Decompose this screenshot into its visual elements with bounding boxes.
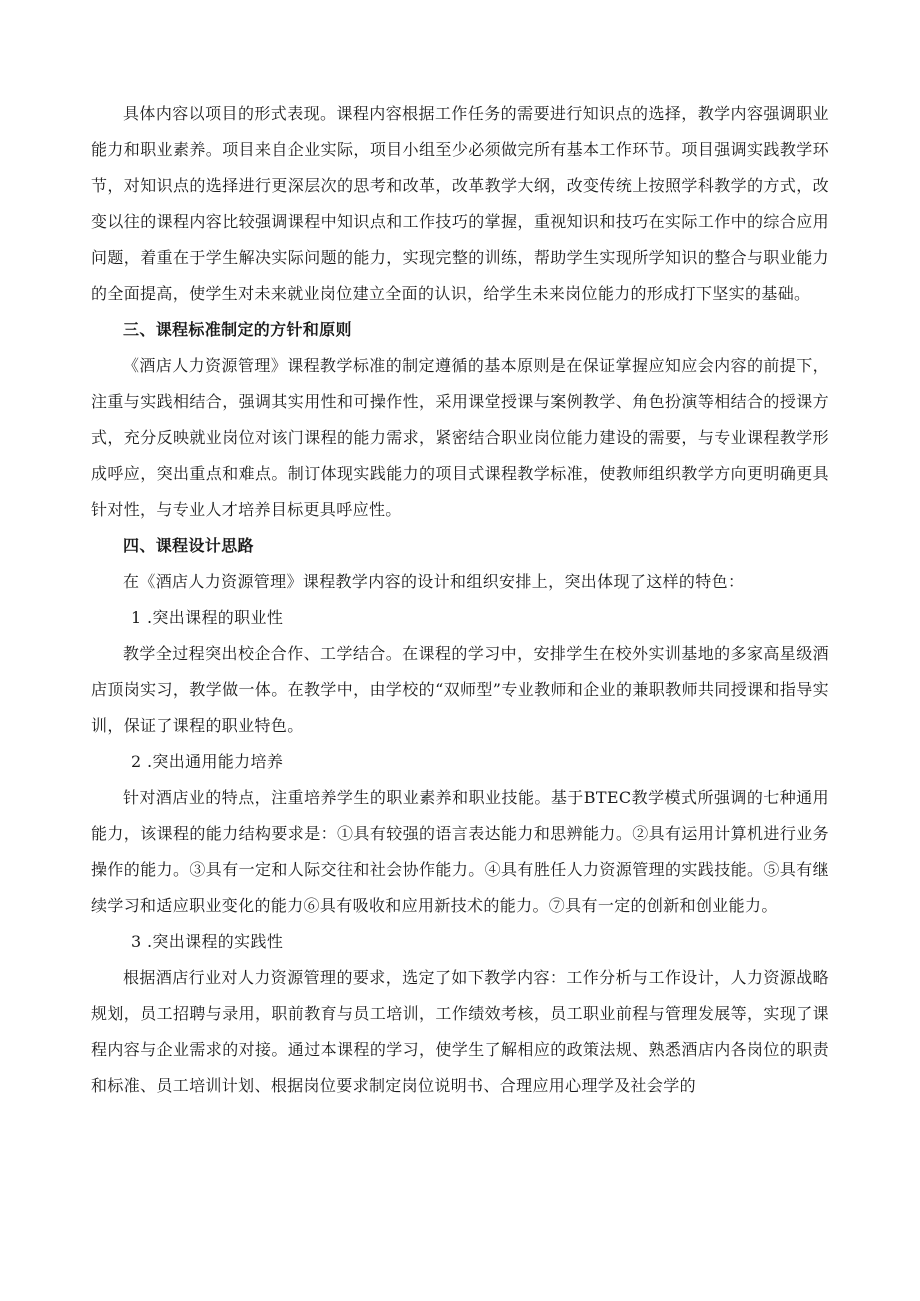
paragraph-practicality: 根据酒店行业对人力资源管理的要求，选定了如下教学内容：工作分析与工作设计，人力资源战略规划，员工招聘与录用，职前教育与员工培训，工作绩效考核，员工职业前程与管理发展等，实现了课程内容与企业需求的对接。通过本课程的学习，使学生了解相应的政策法规、熟悉酒店内各岗位的职责和标准、员工培训计划、根据岗位要求制定岗位说明书、合理应用心理学及社会学的 bbox=[91, 968, 829, 1095]
subheading-vocational: 1 .突出课程的职业性 bbox=[131, 608, 284, 627]
section-heading-principles: 三、课程标准制定的方针和原则 bbox=[123, 320, 352, 339]
paragraph-principles: 《酒店人力资源管理》课程教学标准的制定遵循的基本原则是在保证掌握应知应会内容的前提下，注重与实践相结合，强调其实用性和可操作性，采用课堂授课与案例教学、角色扮演等相结合的授课方式，充分反映就业岗位对该门课程的能力需求，紧密结合职业岗位能力建设的需要，与专业课程教学形成呼应，突出重点和难点。制订体现实践能力的项目式课程教学标准，使教师组织教学方向更明确更具针对性，与专业人才培养目标更具呼应性。 bbox=[91, 356, 829, 519]
paragraph-general-ability: 针对酒店业的特点，注重培养学生的职业素养和职业技能。基于BTEC教学模式所强调的七种通用能力，该课程的能力结构要求是：①具有较强的语言表达能力和思辨能力。②具有运用计算机进行业务操作的能力。③具有一定和人际交往和社会协作能力。④具有胜任人力资源管理的实践技能。⑤具有继续学习和适应职业变化的能力⑥具有吸收和应用新技术的能力。⑦具有一定的创新和创业能力。 bbox=[91, 788, 829, 915]
paragraph-project-content: 具体内容以项目的形式表现。课程内容根据工作任务的需要进行知识点的选择，教学内容强调职业能力和职业素养。项目来自企业实际，项目小组至少必须做完所有基本工作环节。项目强调实践教学环节，对知识点的选择进行更深层次的思考和改革，改革教学大纲，改变传统上按照学科教学的方式，改变以往的课程内容比较强调课程中知识点和工作技巧的掌握，重视知识和技巧在实际工作中的综合应用问题，着重在于学生解决实际问题的能力，实现完整的训练，帮助学生实现所学知识的整合与职业能力的全面提高，使学生对未来就业岗位建立全面的认识，给学生未来岗位能力的形成打下坚实的基础。 bbox=[91, 104, 829, 303]
subheading-practicality: 3 .突出课程的实践性 bbox=[131, 932, 284, 951]
subheading-general-ability: 2 .突出通用能力培养 bbox=[131, 752, 284, 771]
section-heading-design: 四、课程设计思路 bbox=[123, 536, 254, 555]
document-body bbox=[91, 96, 829, 1104]
paragraph-design-intro: 在《酒店人力资源管理》课程教学内容的设计和组织安排上，突出体现了这样的特色： bbox=[123, 572, 745, 591]
paragraph-vocational: 教学全过程突出校企合作、工学结合。在课程的学习中，安排学生在校外实训基地的多家高星级酒店顶岗实习，教学做一体。在教学中，由学校的“双师型”专业教师和企业的兼职教师共同授课和指导实训，保证了课程的职业特色。 bbox=[91, 644, 829, 735]
